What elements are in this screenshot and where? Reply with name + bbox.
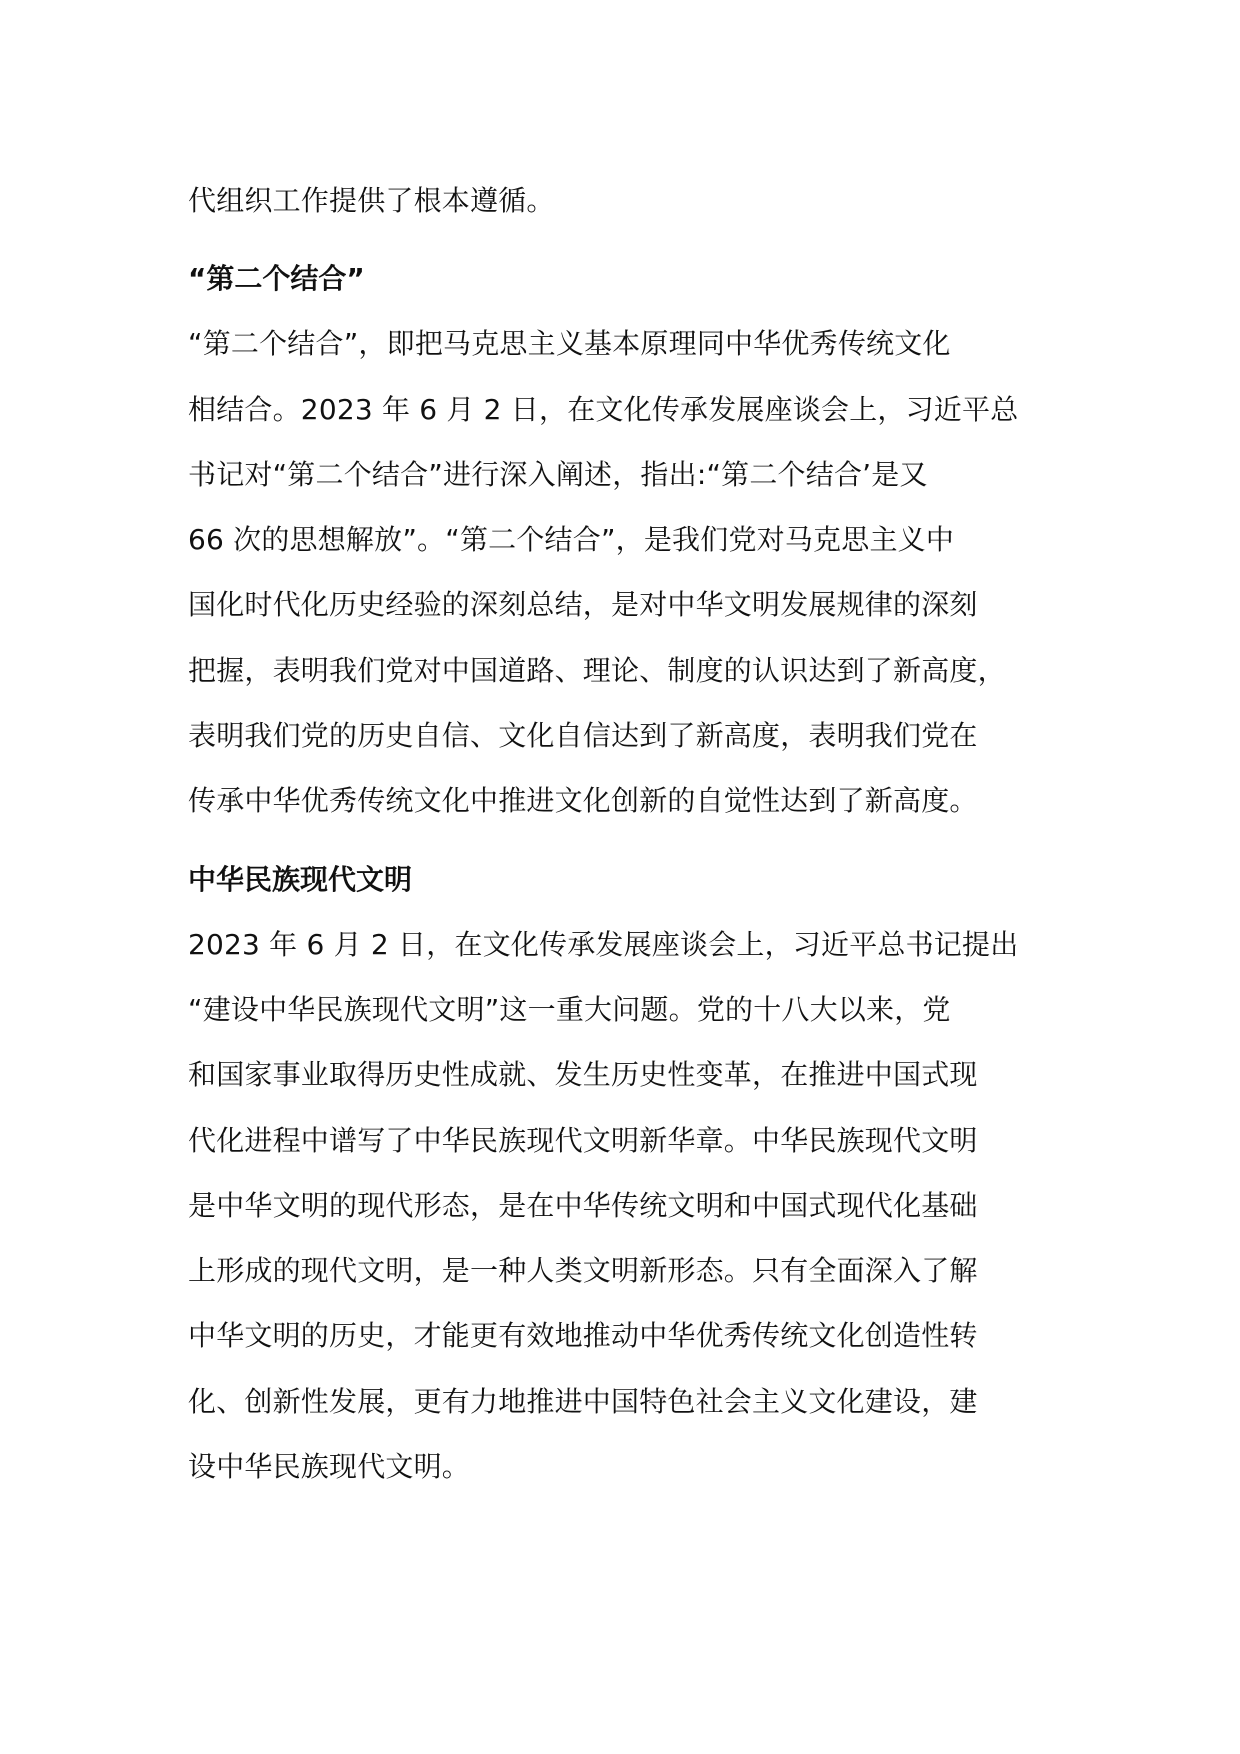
paragraph-line: 和国家事业取得历史性成就、发生历史性变革，在推进中国式现	[188, 1058, 978, 1092]
paragraph-line: 66 次的思想解放”。“第二个结合”，是我们党对马克思主义中	[188, 523, 955, 557]
paragraph-line: 把握，表明我们党对中国道路、理论、制度的认识达到了新高度，	[188, 653, 1006, 687]
section-heading-modern-civilization: 中华民族现代文明	[188, 862, 413, 896]
paragraph-line: 代化进程中谱写了中华民族现代文明新华章。中华民族现代文明	[188, 1123, 978, 1157]
paragraph-line: 国化时代化历史经验的深刻总结，是对中华文明发展规律的深刻	[188, 588, 978, 622]
section-heading-second-combination: “第二个结合”	[188, 262, 365, 296]
section-paragraph-second-combination	[188, 311, 1068, 833]
paragraph-line: 传承中华优秀传统文化中推进文化创新的自觉性达到了新高度。	[188, 784, 978, 818]
paragraph-line: 中华文明的历史，才能更有效地推动中华优秀传统文化创造性转	[188, 1319, 978, 1353]
paragraph-line: 2023 年 6 月 2 日，在文化传承发展座谈会上，习近平总书记提出	[188, 927, 1019, 961]
paragraph-line: 上形成的现代文明，是一种人类文明新形态。只有全面深入了解	[188, 1254, 978, 1288]
paragraph-line: “建设中华民族现代文明”这一重大问题。党的十八大以来，党	[188, 992, 951, 1026]
paragraph-line: 相结合。2023 年 6 月 2 日，在文化传承发展座谈会上，习近平总	[188, 392, 1019, 426]
paragraph-line: 是中华文明的现代形态，是在中华传统文明和中国式现代化基础	[188, 1188, 978, 1222]
document-body	[188, 168, 1068, 1499]
intro-paragraph	[188, 168, 1068, 233]
paragraph-line: 设中华民族现代文明。	[188, 1450, 471, 1484]
paragraph-line: 化、创新性发展，更有力地推进中国特色社会主义文化建设，建	[188, 1384, 978, 1418]
paragraph-line: “第二个结合”，即把马克思主义基本原理同中华优秀传统文化	[188, 327, 951, 361]
paragraph-line: 书记对“第二个结合”进行深入阐述，指出:“第二个结合’是又	[188, 457, 928, 491]
paragraph-line: 表明我们党的历史自信、文化自信达到了新高度，表明我们党在	[188, 719, 978, 753]
paragraph-line: 代组织工作提供了根本遵循。	[188, 184, 555, 217]
section-paragraph-modern-civilization	[188, 912, 1068, 1500]
